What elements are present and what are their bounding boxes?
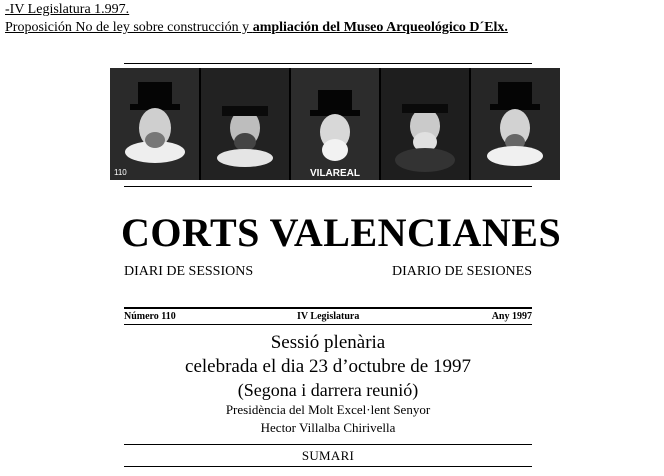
banner-caption-center: VILAREAL: [310, 168, 360, 179]
summary-top-rule: [124, 444, 532, 445]
issue-number: Número 110: [124, 311, 176, 322]
proposal-title-plain: Proposición No de ley sobre construcción y: [5, 20, 253, 35]
masthead-subtitle-valencian: DIARI DE SESSIONS: [124, 264, 254, 279]
masthead-subtitle-spanish: DIARIO DE SESIONES: [392, 264, 532, 279]
summary-bottom-rule: [124, 466, 532, 467]
session-title: Sessió plenària: [270, 332, 386, 353]
banner-top-rule: [124, 63, 532, 64]
issue-year: Any 1997: [491, 311, 532, 322]
legislature-label: IV Legislatura: [297, 311, 360, 322]
proposal-title-bold: ampliación del Museo Arqueológico D´Elx.: [252, 20, 508, 35]
masthead-title: CORTS VALENCIANES: [121, 210, 562, 255]
portrait-banner-image: [110, 68, 560, 180]
session-note: (Segona i darrera reunió): [237, 380, 419, 400]
summary-heading: SUMARI: [301, 448, 355, 463]
session-date: celebrada el dia 23 d’octubre de 1997: [185, 356, 471, 377]
session-president: Hector Villalba Chirivella: [260, 420, 396, 435]
banner-bottom-rule: [124, 186, 532, 187]
session-presidency: Presidència del Molt Excel·lent Senyor: [225, 402, 431, 417]
document-reference-line: -IV Legislatura 1.997.: [5, 2, 130, 17]
meta-bottom-rule: [124, 324, 532, 325]
banner-caption-left: 110: [114, 168, 127, 177]
proposal-title-line: [5, 20, 508, 36]
meta-top-rule: [124, 307, 532, 309]
